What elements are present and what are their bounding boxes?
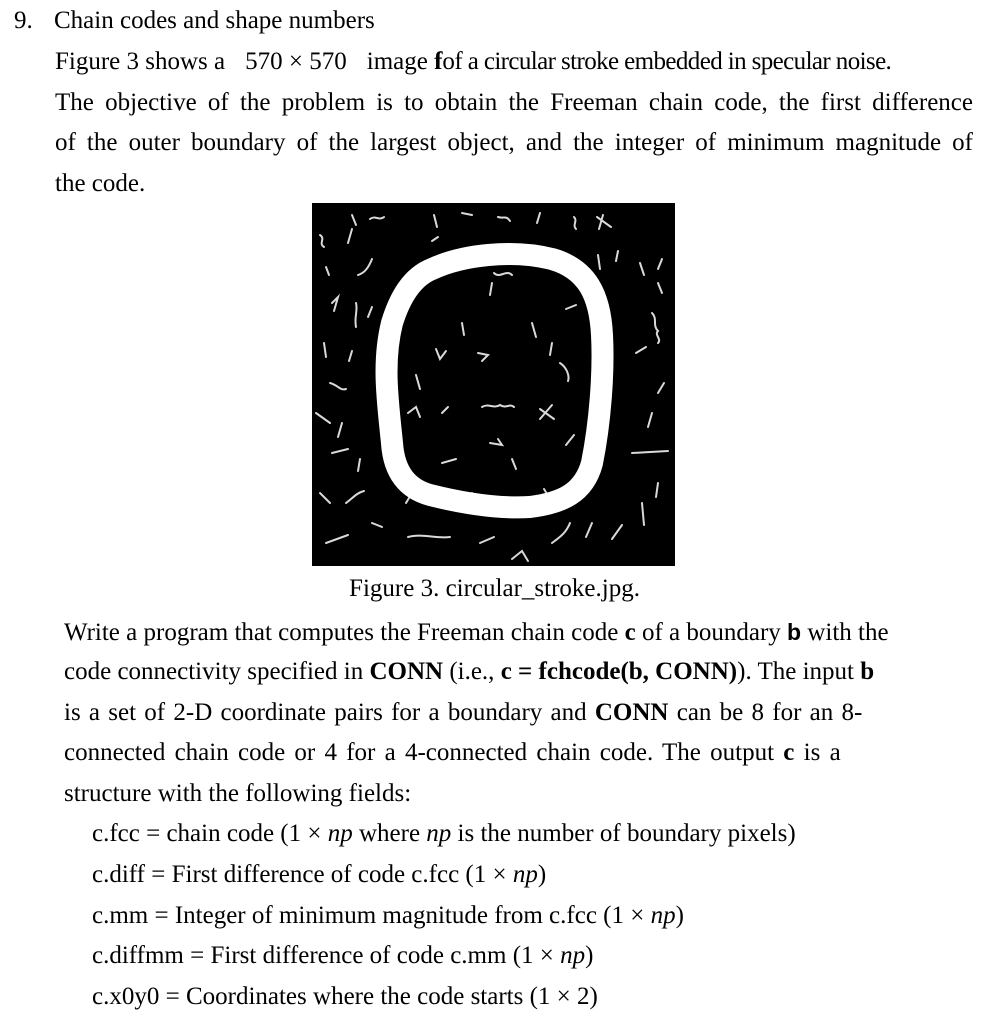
intro-text: Figure 3 shows a — [55, 48, 226, 75]
var-c: c — [783, 739, 795, 766]
field-text: ) — [537, 861, 547, 888]
field-text: where — [358, 820, 421, 847]
task-text: ). The input — [737, 658, 855, 685]
task-text: (i.e., — [449, 658, 495, 685]
field-x0y0: c.x0y0 = Coordinates where the code starts (1 × 2) — [92, 983, 598, 1010]
task-text: code connectivity specified in — [64, 658, 364, 685]
field-diffmm — [92, 941, 593, 971]
field-fcc — [92, 819, 796, 849]
task-line-4 — [64, 738, 841, 768]
field-mm — [92, 901, 684, 931]
image-dimensions: 570 × 570 — [245, 48, 347, 75]
np-symbol: np — [650, 902, 676, 929]
field-text: is the number of boundary pixels) — [457, 820, 796, 847]
figure-caption: Figure 3. circular_stroke.jpg. — [349, 575, 640, 602]
intro-line-3: of the outer boundary of the largest object, and the integer of minimum magnitude of — [55, 129, 973, 156]
circular-stroke-figure — [312, 203, 675, 566]
intro-line-2: The objective of the problem is to obtain the Freeman chain code, the first difference — [55, 89, 973, 116]
problem-number: 9. — [14, 7, 33, 34]
var-c: c — [624, 619, 636, 646]
task-text: Write a program that computes the Freeman chain code — [64, 619, 619, 646]
task-text: is a — [803, 739, 841, 766]
field-text: c.diffmm = First difference of code c.mm (1 × — [92, 942, 554, 969]
np-symbol: np — [560, 942, 586, 969]
np-symbol: np — [327, 820, 353, 847]
task-line-2 — [64, 657, 874, 687]
task-text: is a set of 2-D coordinate pairs for a boundary and — [64, 699, 587, 726]
task-line-3 — [64, 698, 862, 728]
conn-keyword: CONN — [594, 699, 669, 726]
intro-text: of a circular stroke embedded in specular noise. — [442, 48, 892, 75]
np-symbol: np — [512, 861, 538, 888]
task-text: with the — [807, 619, 889, 646]
field-text: ) — [675, 902, 684, 929]
intro-line-4: the code. — [55, 170, 146, 197]
image-variable: f — [434, 48, 443, 75]
intro-line-1 — [55, 47, 891, 77]
var-b: b — [787, 619, 802, 645]
task-text: can be 8 for an 8- — [676, 699, 863, 726]
problem-title: Chain codes and shape numbers — [54, 7, 375, 34]
fchcode-call: c = fchcode(b, CONN) — [500, 658, 738, 685]
task-line-1 — [64, 617, 889, 648]
intro-text: image — [366, 48, 428, 75]
task-line-5: structure with the following fields: — [64, 780, 412, 807]
field-text: c.mm = Integer of minimum magnitude from c.fcc (1 × — [92, 902, 645, 929]
field-text: ) — [585, 942, 594, 969]
np-symbol: np — [426, 820, 452, 847]
task-text: connected chain code or 4 for a 4-connected chain code. The output — [64, 739, 775, 766]
field-text: c.fcc = chain code (1 × — [92, 820, 322, 847]
field-text: c.diff = First difference of code c.fcc (1 × — [92, 861, 507, 888]
field-diff — [92, 860, 546, 890]
problem-heading — [14, 6, 375, 36]
conn-keyword: CONN — [369, 658, 444, 685]
task-text: of a boundary — [641, 619, 781, 646]
var-b: b — [860, 658, 875, 685]
